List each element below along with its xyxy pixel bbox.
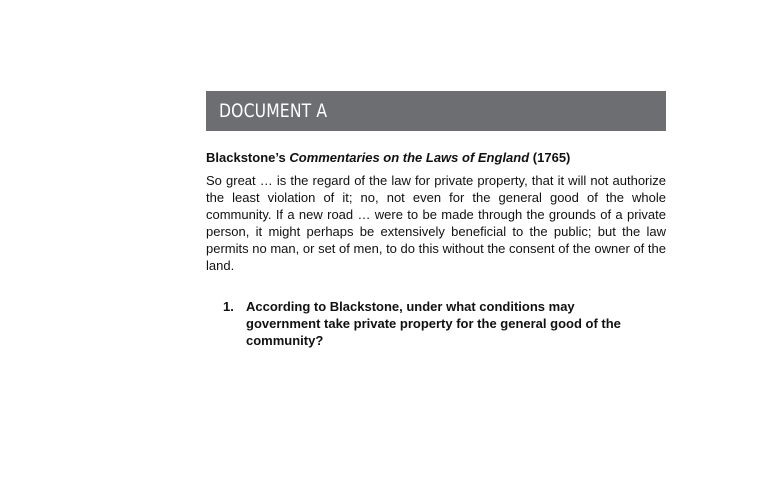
document-body-text: So great … is the regard of the law for private property, that it will not authorize the least violation of it; no, not even for the general good of the whole community. If a new road … were to be made through the grounds of a private person, it might perhaps be extensively beneficial to the public; but the law permits no man, or set of men, to do this without the consent of the owner of the land. [206, 173, 666, 273]
source-work-title: Commentaries on the Laws of England [289, 150, 530, 165]
document-page [206, 91, 666, 349]
source-citation [206, 149, 666, 166]
question-text: According to Blackstone, under what conditions may government take private property for the general good of the community? [246, 299, 621, 348]
source-year: (1765) [532, 150, 571, 165]
document-header-bar [206, 91, 666, 131]
question-number: 1. [223, 299, 234, 314]
source-author: Blackstone’s [206, 150, 286, 165]
question-item [206, 298, 666, 349]
document-title: DOCUMENT A [219, 100, 328, 122]
